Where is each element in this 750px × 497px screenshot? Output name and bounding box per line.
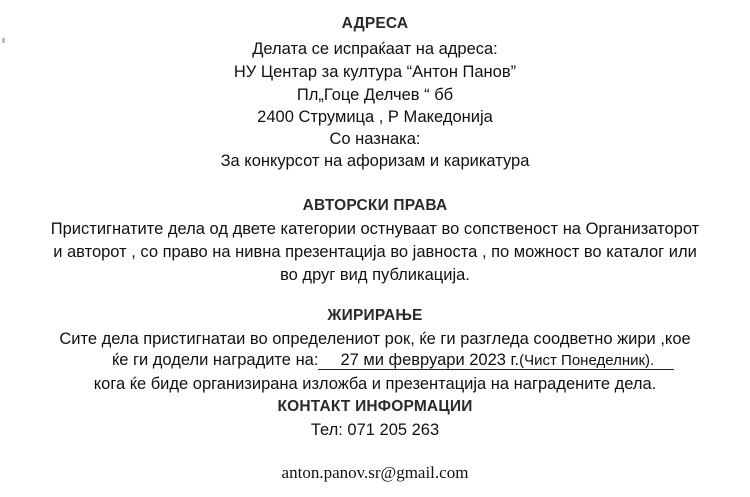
contact-heading: КОНТАКТ ИНФОРМАЦИИ (277, 398, 473, 415)
address-heading: АДРЕСА (341, 15, 409, 32)
copyright-line: во друг вид публикација. (280, 266, 470, 284)
jury-heading: ЖИРИРАЊЕ (327, 307, 423, 324)
address-line: НУ Центар за култура “Антон Панов” (233, 63, 517, 81)
address-line: Пл„Гоце Делчев “ бб (296, 86, 454, 104)
award-date (340, 350, 654, 371)
copyright-line: и авторот , со право на нивна презентација во јавноста , по можност во каталог или (53, 243, 697, 261)
copyright-heading: АВТОРСКИ ПРАВА (302, 197, 448, 214)
jury-award-line (112, 350, 654, 371)
address-line: 2400 Струмица , Р Македонија (257, 108, 493, 126)
award-date-note: (Чист Понеделник). (519, 352, 655, 369)
date-underline (318, 369, 674, 370)
contact-email[interactable]: anton.panov.sr@gmail.com (281, 463, 469, 482)
address-line: Делата се испраќаат на адреса: (252, 40, 498, 58)
jury-award-prefix: ќе ги додели наградите на: (112, 351, 319, 369)
jury-line: Сите дела пристигнатаи во определениот рок, ќе ги разгледа соодветно жири ,кое (59, 330, 691, 348)
contact-phone: Тел: 071 205 263 (310, 421, 440, 439)
jury-line: кога ќе биде организирана изложба и презентација на наградените дела. (93, 375, 657, 393)
award-date-value: 27 ми февруари 2023 г. (340, 351, 520, 369)
address-line: Со назнака: (329, 130, 421, 148)
address-line: За конкурсот на афоризам и карикатура (220, 152, 530, 170)
copyright-line: Пристигнатите дела од двете категории остнуваат во сопственост на Организаторот (50, 220, 700, 238)
